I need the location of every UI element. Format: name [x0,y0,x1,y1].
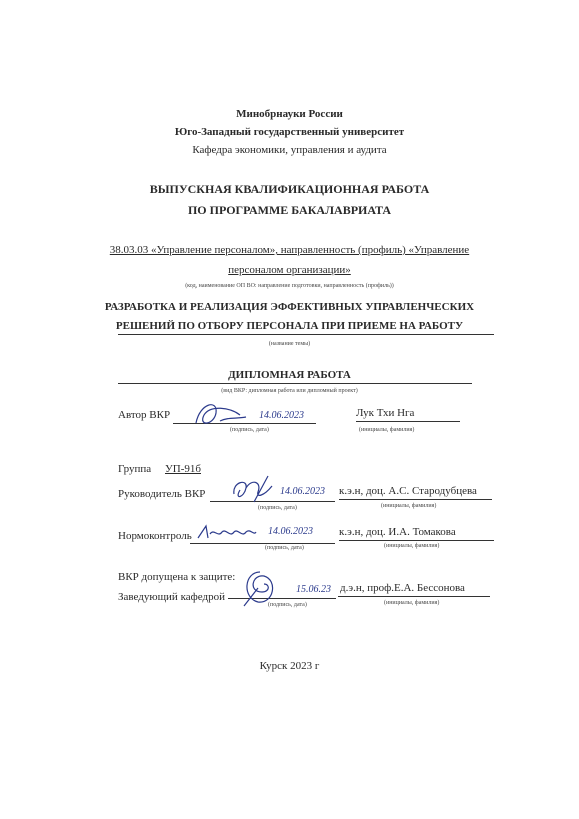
topic-underline [118,334,494,335]
topic-line1: РАЗРАБОТКА И РЕАЛИЗАЦИЯ ЭФФЕКТИВНЫХ УПРАВЛЕНЧЕСКИХ [104,301,475,313]
admission-name: д.э.н, проф.Е.А. Бессонова [340,582,465,594]
work-type-line1: ВЫПУСКНАЯ КВАЛИФИКАЦИОННАЯ РАБОТА [149,182,430,196]
supervisor-sign-caption: (подпись, дата) [258,505,297,511]
author-signature [190,397,250,431]
supervisor-name-line [339,499,492,500]
admission-text: ВКР допущена к защите: [118,571,236,583]
supervisor-date: 14.06.2023 [280,486,325,497]
admission-date: 15.06.23 [296,584,331,595]
ministry-name: Минобрнауки России [236,108,343,120]
normcontrol-signature [196,520,258,544]
program-caption: (код, наименование ОП ВО: направление подготовки, направленность (профиль)) [185,283,394,289]
normcontrol-name-line [339,540,494,541]
admission-label: Заведующий кафедрой [118,591,225,603]
author-label: Автор ВКР [118,409,171,421]
topic-caption: (название темы) [268,341,311,347]
author-name: Лук Тхи Нга [356,407,415,419]
kind-caption: (вид ВКР: дипломная работа или дипломный проект) [221,388,358,394]
supervisor-name-caption: (инициалы, фамилия) [381,503,437,509]
admission-name-caption: (инициалы, фамилия) [384,600,440,606]
supervisor-signature [228,474,276,506]
admission-name-line [338,596,490,597]
admission-sign-caption: (подпись, дата) [268,602,307,608]
program-line2: персоналом организации» [228,264,351,276]
author-sign-caption: (подпись, дата) [230,427,269,433]
author-date: 14.06.2023 [259,410,304,421]
topic-line2: РЕШЕНИЙ ПО ОТБОРУ ПЕРСОНАЛА ПРИ ПРИЕМЕ НА РАБОТУ [115,320,464,332]
supervisor-label: Руководитель ВКР [118,488,206,500]
group-label: Группа [118,463,152,475]
normcontrol-name: к.э.н, доц. И.А. Томакова [339,526,456,538]
normcontrol-date: 14.06.2023 [268,526,313,537]
city-year: Курск 2023 г [259,660,320,672]
program-line1: 38.03.03 «Управление персоналом», направленность (профиль) «Управление [109,244,470,256]
normcontrol-name-caption: (инициалы, фамилия) [384,543,440,549]
author-name-caption: (инициалы, фамилия) [359,427,415,433]
normcontrol-label: Нормоконтроль [118,530,192,542]
group-value: УП-91б [165,463,201,475]
kind-underline [118,383,472,384]
author-name-line [356,421,460,422]
kind-value: ДИПЛОМНАЯ РАБОТА [228,369,351,381]
normcontrol-sign-caption: (подпись, дата) [265,545,304,551]
supervisor-name: к.э.н, доц. А.С. Стародубцева [339,485,477,497]
department-name: Кафедра экономики, управления и аудита [192,144,387,156]
work-type-line2: ПО ПРОГРАММЕ БАКАЛАВРИАТА [187,203,392,217]
university-name: Юго-Западный государственный университет [174,126,405,138]
